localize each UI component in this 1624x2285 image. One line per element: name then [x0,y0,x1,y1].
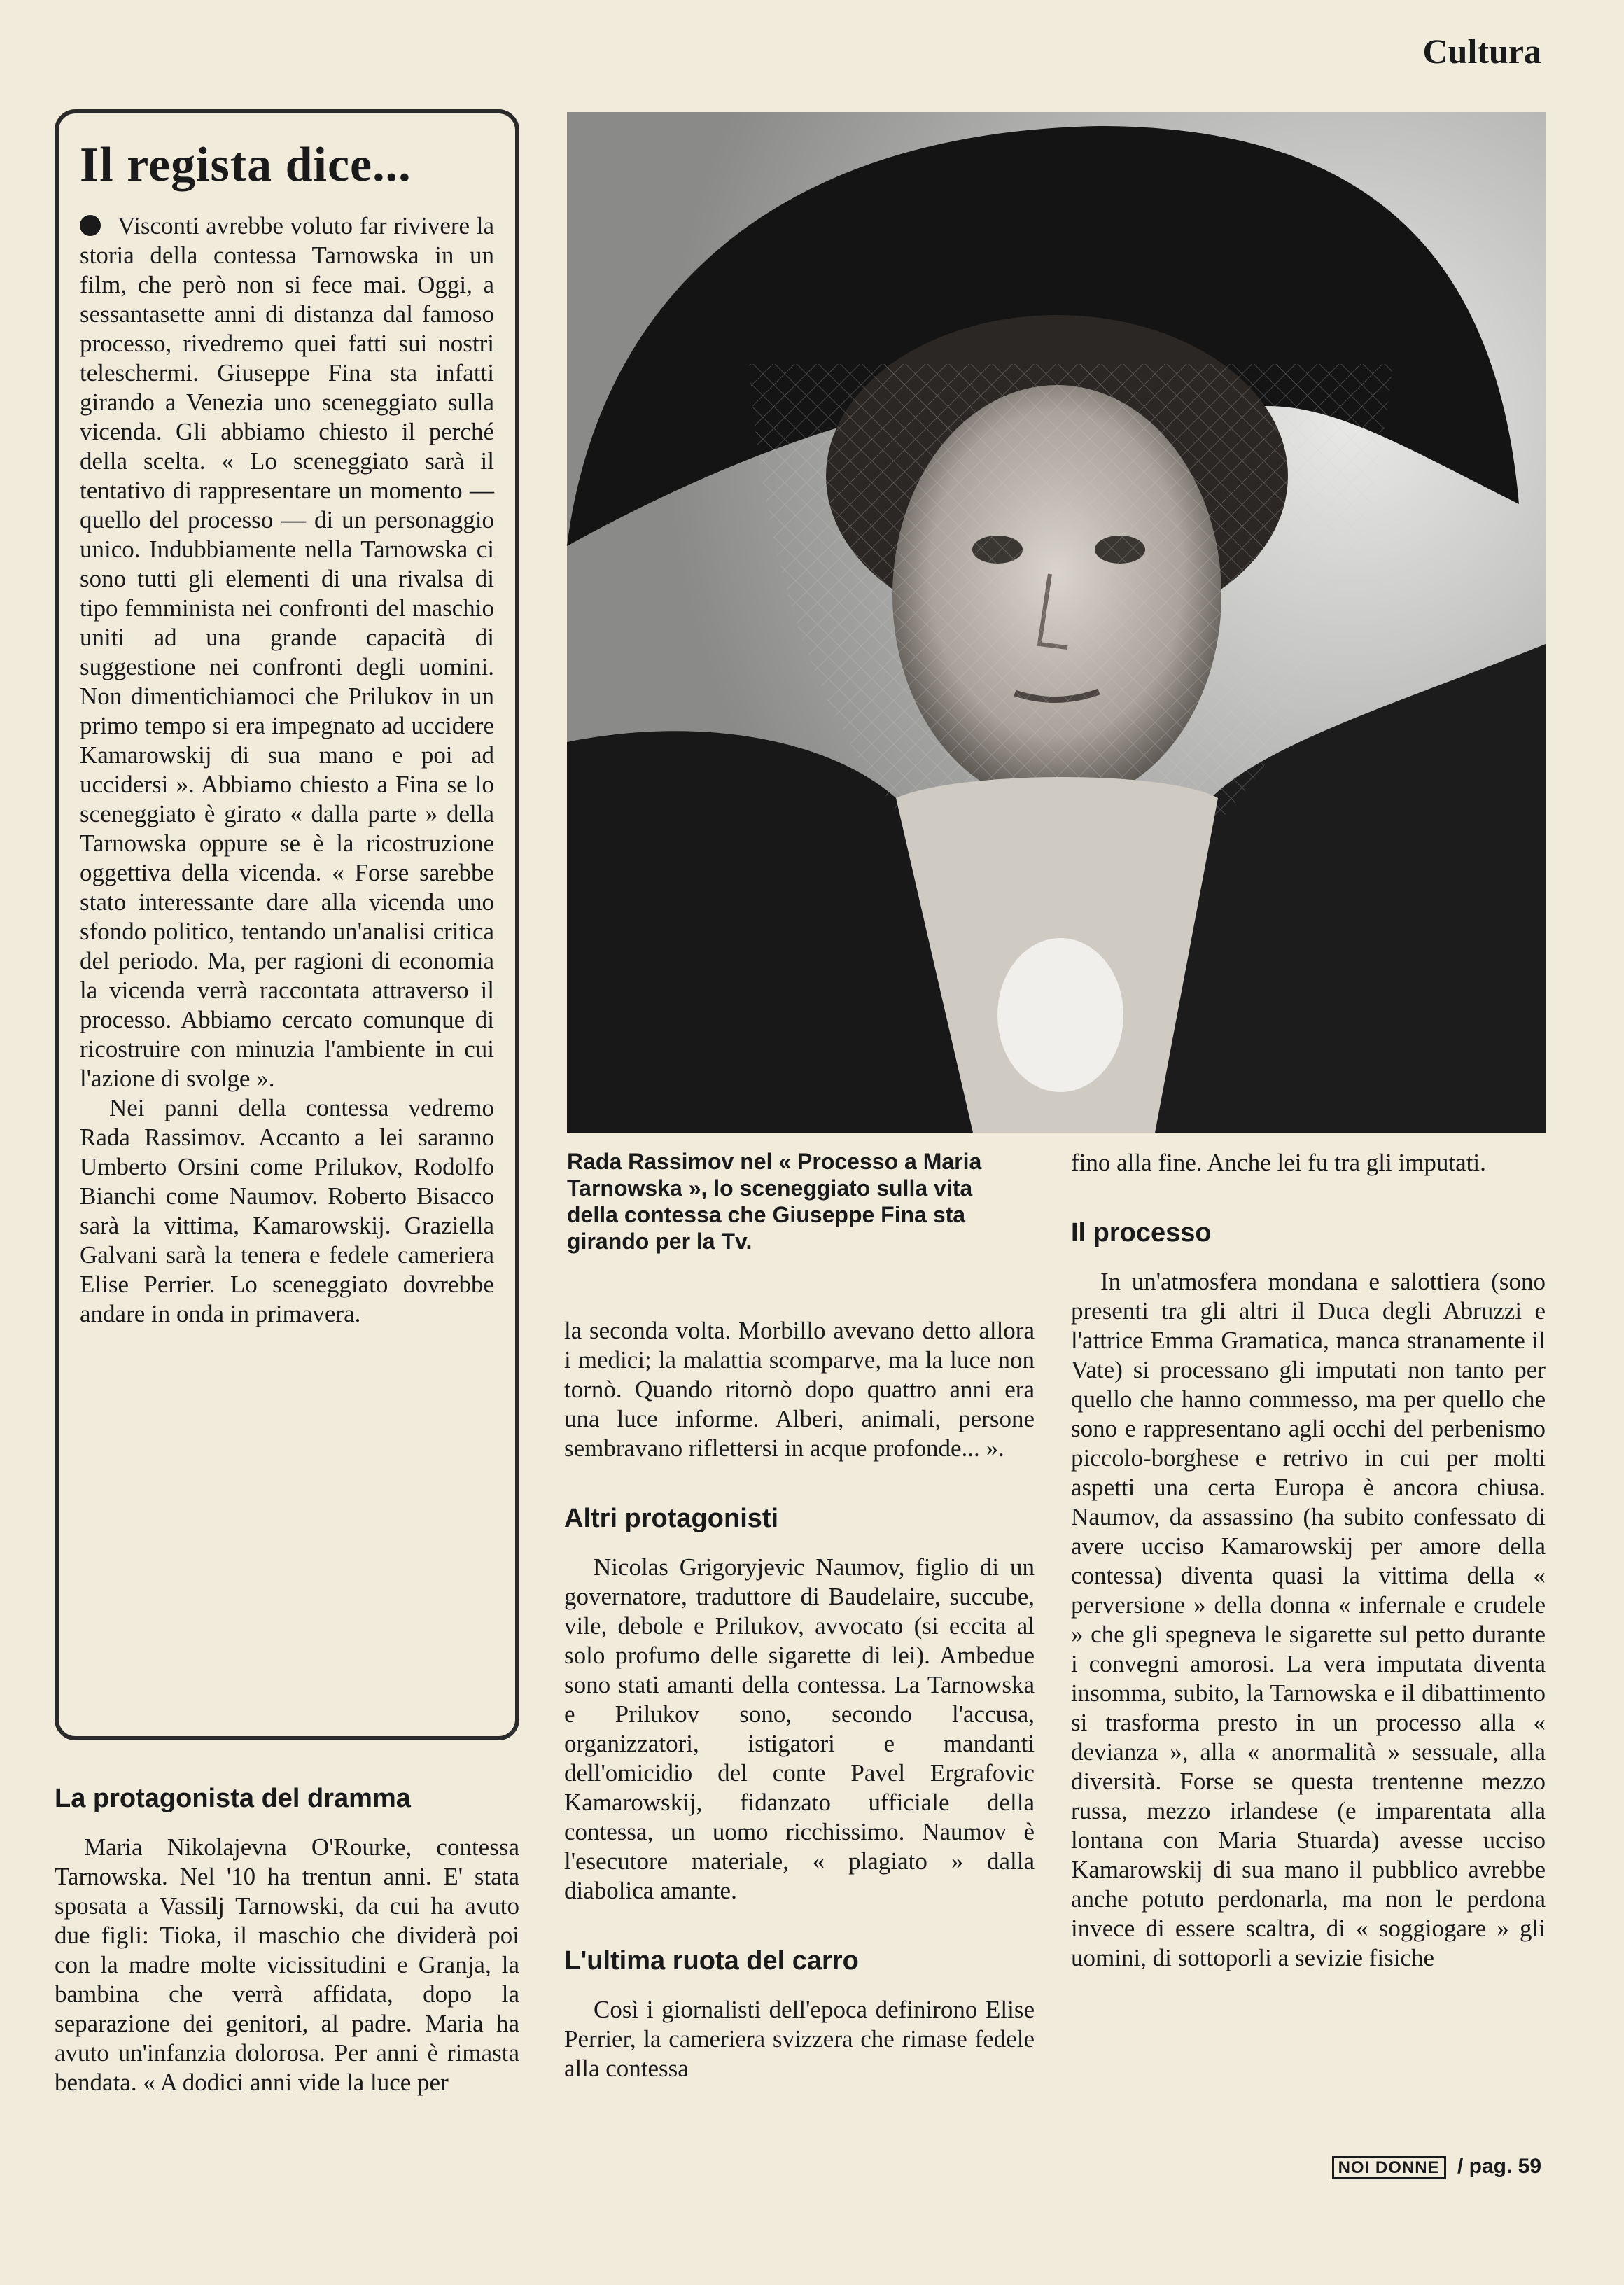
section-heading: Altri protagonisti [564,1504,779,1533]
magazine-logo: NOI DONNE [1332,2156,1446,2179]
footer-separator: / [1457,2155,1464,2178]
sidebar-title: Il regista dice... [80,138,412,192]
paragraph: Nicolas Grigoryjevic Naumov, figlio di un governatore, traduttore di Baudelaire, succube, vile, debole e Prilukov, avvocato (si eccita al solo profumo delle sigarette di lei). Ambedue sono stati amanti della contessa. La Tarnowska e Prilukov sono, secondo l'accusa, organizzatori, istigatori e mandanti dell'omicidio del conte Pavel Ergrafovic Kamarowskij, fidanzato ufficiale della contessa, un uomo ricchissimo. Naumov è l'esecutore materiale, « plagiato » dalla diabolica amante. [564,1553,1035,1904]
column-2 [564,1316,1035,2083]
portrait-photo [567,112,1546,1133]
paragraph: Maria Nikolajevna O'Rourke, contessa Tarnowska. Nel '10 ha trentun anni. E' stata sposata a Vassilj Tarnowski, da cui ha avuto due figli: Tioka, il maschio che dividerà poi con la madre molte vicissitudini e Granja, la bambina che verrà affidata, dopo la separazione dei genitori, al padre. Maria ha avuto un'infanzia dolorosa. Per anni è rimasta bendata. « A dodici anni vide la luce per [55,1833,519,2096]
page-footer [1332,2155,1541,2179]
section-heading: Il processo [1071,1218,1212,1248]
column-1 [55,1784,519,2097]
sidebar-box [55,109,519,1740]
sidebar-paragraph-text: Visconti avrebbe voluto far rivivere la storia della contessa Tarnowska in un film, che però non si fece mai. Oggi, a sessantasette anni di distanza dal famoso processo, rivedremo quei fatti sui nostri teleschermi. Giuseppe Fina sta infatti girando a Venezia uno sceneggiato sulla vicenda. Gli abbiamo chiesto il perché della scelta. « Lo sceneggiato sarà il tentativo di rappresentare un momento — quello del processo — di un personaggio unico. Indubbiamente nella Tarnowska ci sono tutti gli elementi di una rivalsa di tipo femminista nei confronti del maschio uniti ad una grande capacità di suggestione nei confronti degli uomini. Non dimentichiamoci che Prilukov in un primo tempo si era impegnato ad uccidere Kamarowskij di sua mano e poi ad uccidersi ». Abbiamo chiesto a Fina se lo sceneggiato è girato « dalla parte » della Tarnowska oppure se è la ricostruzione oggettiva della vicenda. « Forse sarebbe stato interessante dare alla vicenda uno sfondo politico, tentando un'analisi critica del periodo. Ma, per ragioni di economia la vicenda verrà raccontata attraverso il processo. Abbiamo cercato comunque di ricostruire con minuzia l'ambiente in cui l'azione di svolge ». [80,212,494,1092]
section-label: Cultura [1422,32,1541,71]
page-number: pag. 59 [1469,2155,1541,2178]
section-heading: La protagonista del dramma [55,1784,411,1813]
photo-caption: Rada Rassimov nel « Processo a Maria Tarnowska », lo sceneggiato sulla vita della contessa che Giuseppe Fina sta girando per la Tv. [567,1149,982,1254]
column-3 [1071,1148,1546,1973]
sidebar-paragraph [80,211,494,1093]
sidebar-paragraph: Nei panni della contessa vedremo Rada Rassimov. Accanto a lei saranno Umberto Orsini come Prilukov, Rodolfo Bianchi come Naumov. Roberto Bisacco sarà la vittima, Kamarowskij. Graziella Galvani sarà la tenera e fedele cameriera Elise Perrier. Lo sceneggiato dovrebbe andare in onda in primavera. [80,1094,494,1327]
bullet-icon [80,215,101,236]
sidebar-body [80,211,494,1329]
paragraph: In un'atmosfera mondana e salottiera (sono presenti tra gli altri il Duca degli Abruzzi e l'attrice Emma Gramatica, manca stranamente il Vate) si processano gli imputati non tanto per quello che hanno commesso, ma per quello che sono e rappresentano agli occhi del perbenismo piccolo-borghese e retrivo in cui per molti aspetti una certa Europa è ancora chiusa. Naumov, da assassino (ha subito confessato di avere ucciso Kamarowskij per amore della contessa) diventa quasi la vittima della « perversione » della donna « infernale e crudele » che gli spegneva le sigarette sul petto durante i convegni amorosi. La vera imputata diventa insomma, subito, la Tarnowska e il dibattimento si trasforma presto in un processo alla « devianza », alla « anormalità » sessuale, alla diversità. Forse se questa trentenne mezzo russa, mezzo irlandese (e imparentata alla lontana con Maria Stuarda) avesse ucciso Kamarowskij di sua mano il pubblico avrebbe anche potuto perdonarla, ma non le perdona invece di essere scaltra, di « soggiogare » gli uomini, di sottoporli a sevizie fisiche [1071,1268,1546,1971]
paragraph: fino alla fine. Anche lei fu tra gli imputati. [1071,1149,1486,1176]
photo [567,112,1546,1133]
paragraph: Così i giornalisti dell'epoca definirono Elise Perrier, la cameriera svizzera che rimase fedele alla contessa [564,1996,1035,2082]
section-heading: L'ultima ruota del carro [564,1946,859,1976]
paragraph: la seconda volta. Morbillo avevano detto allora i medici; la malattia scomparve, ma la luce non tornò. Quando ritornò dopo quattro anni era una luce informe. Alberi, animali, persone sembravano riflettersi in acque profonde... ». [564,1317,1035,1462]
